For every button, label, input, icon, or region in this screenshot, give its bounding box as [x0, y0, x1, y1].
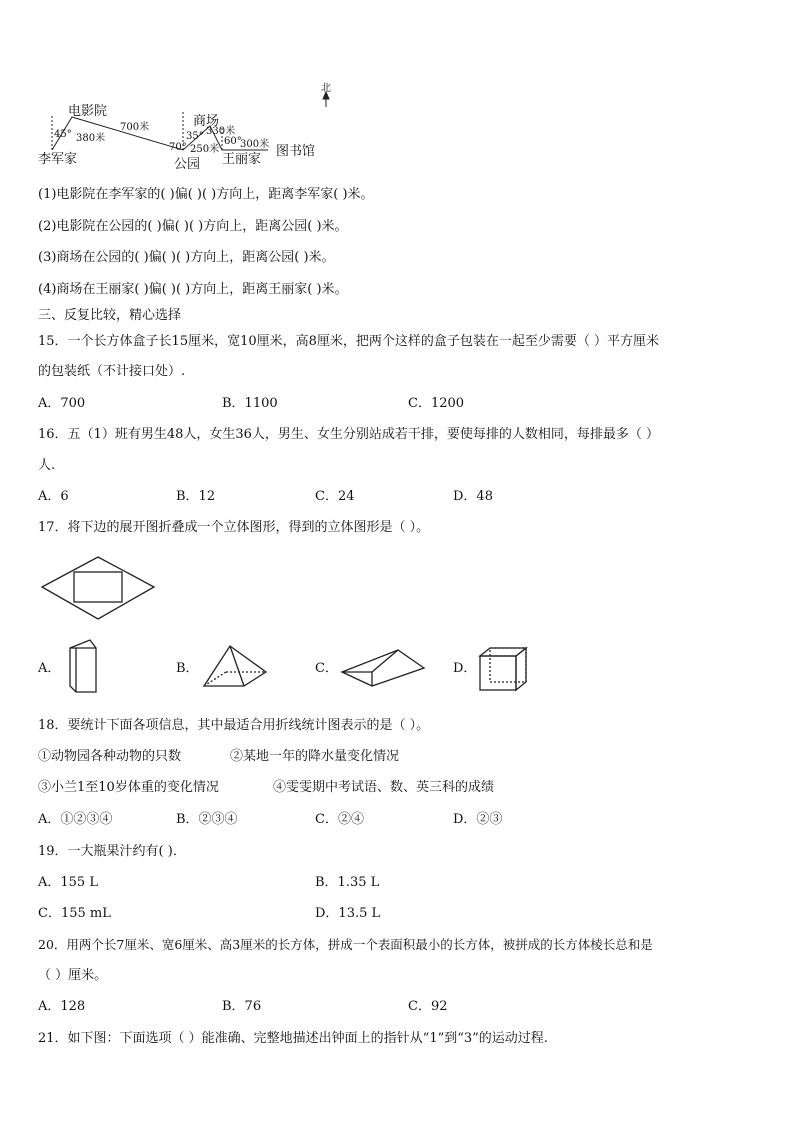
q18-option-d[interactable]: D．②③ [453, 812, 503, 827]
fill-question-3: (3)商场在公园的( )偏( )( )方向上，距离公园( )米。 [38, 250, 335, 265]
q19-text: 19．一大瓶果汁约有( )． [38, 844, 186, 859]
label-700: 700米 [120, 122, 150, 133]
section-heading: 三、反复比较，精心选择 [38, 308, 182, 323]
q20-text-cont: （ ）厘米。 [38, 968, 108, 983]
q17-text: 17．将下边的展开图折叠成一个立体图形，得到的立体图形是（ ）。 [38, 520, 430, 535]
route-map [0, 0, 794, 180]
net-diagram [38, 553, 158, 623]
q20-option-c[interactable]: C．92 [408, 999, 448, 1014]
q19-option-d[interactable]: D．13.5 L [315, 906, 381, 921]
place-cinema: 电影院 [68, 104, 108, 119]
q18-item-3: ③小兰1至10岁体重的变化情况 [38, 780, 219, 795]
place-mall: 商场 [193, 114, 220, 129]
option-b-pyramid-icon [200, 642, 270, 692]
q15-text: 15．一个长方体盒子长15厘米，宽10厘米，高8厘米，把两个这样的盒子包装在一起至少需要（ ）平方厘米 [38, 334, 660, 349]
label-300: 300米 [240, 139, 270, 150]
q21-text: 21．如下图：下面选项（ ）能准确、完整地描述出钟面上的指针从“1”到“3”的运动过程. [38, 1031, 548, 1046]
q17-option-c[interactable]: C． [315, 661, 338, 676]
fill-question-1: (1)电影院在李军家的( )偏( )( )方向上，距离李军家( )米。 [38, 187, 374, 202]
q20-option-b[interactable]: B．76 [222, 999, 262, 1014]
q19-option-c[interactable]: C．155 mL [38, 906, 111, 921]
q16-option-a[interactable]: A．6 [38, 489, 69, 504]
q20-text: 20．用两个长7厘米、宽6厘米、高3厘米的长方体，拼成一个表面积最小的长方体，被拼成的长方体棱长总和是 [38, 937, 653, 952]
q18-item-1: ①动物园各种动物的只数 [38, 749, 182, 764]
q16-option-d[interactable]: D．48 [453, 489, 493, 504]
q19-option-a[interactable]: A．155 L [38, 875, 98, 890]
q16-text: 16．五（1）班有男生48人，女生36人，男生、女生分别站成若干排，要使每排的人数相同，每排最多（ ） [38, 427, 660, 442]
label-330: 330米 [206, 126, 236, 137]
north-label: 北 [321, 83, 331, 94]
q17-option-a[interactable]: A． [38, 661, 61, 676]
q15-option-c[interactable]: C．1200 [408, 396, 465, 411]
q17-option-d[interactable]: D． [453, 661, 477, 676]
label-60: 60° [224, 136, 242, 147]
place-li: 李军家 [38, 152, 78, 167]
label-250: 250米 [190, 144, 220, 155]
q18-option-a[interactable]: A．①②③④ [38, 812, 113, 827]
q15-option-a[interactable]: A．700 [38, 396, 86, 411]
place-library: 图书馆 [276, 144, 316, 159]
q19-option-b[interactable]: B．1.35 L [315, 875, 380, 890]
label-35: 35° [186, 131, 204, 142]
fill-question-4: (4)商场在王丽家( )偏( )( )方向上，距离王丽家( )米。 [38, 282, 348, 297]
q16-option-c[interactable]: C．24 [315, 489, 355, 504]
q18-option-c[interactable]: C．②④ [315, 812, 364, 827]
place-wang: 王丽家 [222, 152, 262, 167]
q20-option-a[interactable]: A．128 [38, 999, 86, 1014]
option-c-triangular-prism-icon [338, 644, 428, 690]
q16-text-cont: 人. [38, 458, 56, 473]
option-d-cube-icon [476, 644, 532, 696]
label-70: 70° [169, 142, 187, 153]
label-45: 45° [54, 129, 72, 140]
place-park: 公园 [174, 157, 201, 172]
q15-option-b[interactable]: B．1100 [222, 396, 278, 411]
q15-text-cont: 的包装纸（不计接口处）. [38, 364, 186, 379]
q18-item-4: ④雯雯期中考试语、数、英三科的成绩 [273, 780, 495, 795]
q16-option-b[interactable]: B．12 [176, 489, 216, 504]
q18-text: 18．要统计下面各项信息，其中最适合用折线统计图表示的是（ ）。 [38, 718, 430, 733]
label-380: 380米 [76, 133, 106, 144]
fill-question-2: (2)电影院在公园的( )偏( )( )方向上，距离公园( )米。 [38, 219, 348, 234]
q18-option-b[interactable]: B．②③④ [176, 812, 238, 827]
q17-option-b[interactable]: B． [176, 661, 199, 676]
option-a-prism-icon [64, 636, 104, 696]
q18-item-2: ②某地一年的降水量变化情况 [230, 749, 400, 764]
